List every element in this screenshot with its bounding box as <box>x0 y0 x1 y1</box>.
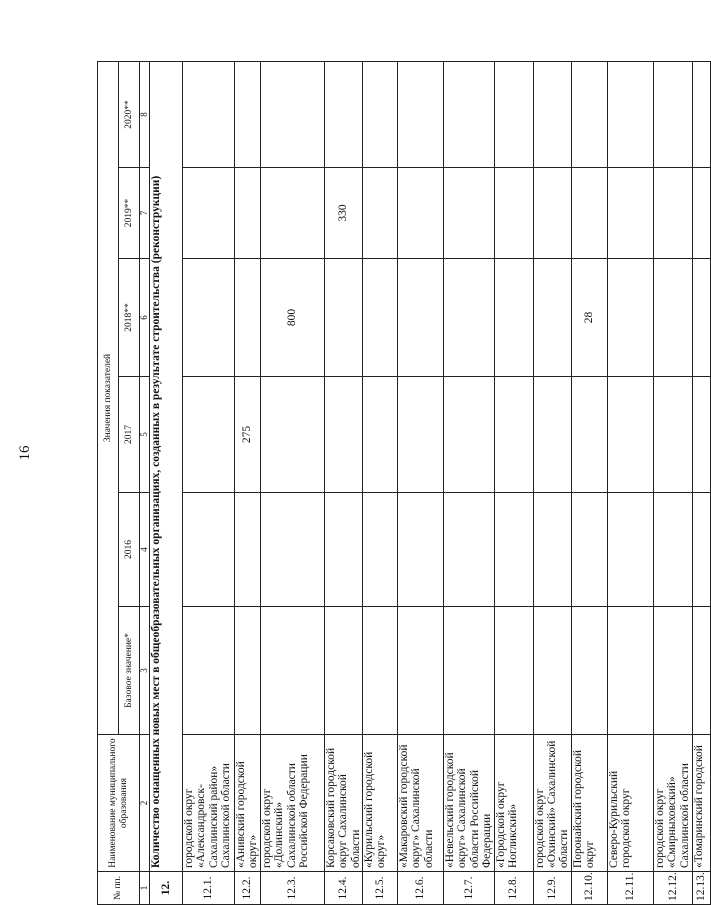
row-name: Северо-Курильский городской округ <box>607 735 653 872</box>
row-value-2018 <box>363 259 398 377</box>
row-base-value <box>444 607 495 735</box>
table-row <box>235 62 261 905</box>
row-value-2017 <box>607 377 653 493</box>
row-base-value <box>494 607 533 735</box>
colnum: 2 <box>140 735 150 872</box>
header-year-2018: 2018** <box>119 259 140 377</box>
table-row <box>363 62 398 905</box>
row-value-2020 <box>607 62 653 168</box>
row-name: Поронайский городской округ <box>571 735 607 872</box>
row-base-value <box>692 607 710 735</box>
row-number: 12.1. <box>183 872 235 905</box>
row-name: «Макаровский городской округ» Сахалинской области <box>398 735 444 872</box>
table-row <box>444 62 495 905</box>
row-number: 12.12. <box>653 872 692 905</box>
row-value-2019 <box>183 168 235 259</box>
row-base-value <box>363 607 398 735</box>
table-row <box>398 62 444 905</box>
row-number: 12.2. <box>235 872 261 905</box>
row-value-2020 <box>444 62 495 168</box>
row-value-2018 <box>444 259 495 377</box>
row-value-2019 <box>444 168 495 259</box>
row-base-value <box>260 607 324 735</box>
row-value-2018 <box>653 259 692 377</box>
row-value-2020 <box>324 62 362 168</box>
row-value-2017 <box>260 377 324 493</box>
row-value-2018 <box>494 259 533 377</box>
row-name: городской округ «Александровск-Сахалинский район» Сахалинской области <box>183 735 235 872</box>
table-row <box>260 62 324 905</box>
table-row <box>494 62 533 905</box>
row-value-2020 <box>653 62 692 168</box>
header-row-colnums <box>140 62 150 905</box>
rotated-table-container <box>97 62 708 905</box>
row-value-2017 <box>444 377 495 493</box>
row-value-2016 <box>533 493 571 607</box>
row-value-2018 <box>235 259 261 377</box>
row-number: 12.8. <box>494 872 533 905</box>
row-value-2020 <box>571 62 607 168</box>
colnum: 1 <box>140 872 150 905</box>
row-value-2019 <box>607 168 653 259</box>
row-value-2018 <box>692 259 710 377</box>
row-value-2017: 275 <box>235 377 261 493</box>
row-value-2016 <box>494 493 533 607</box>
colnum: 4 <box>140 493 150 607</box>
header-year-2020: 2020** <box>119 62 140 168</box>
row-number: 12.4. <box>324 872 362 905</box>
row-value-2020 <box>533 62 571 168</box>
row-value-2017 <box>363 377 398 493</box>
page-number: 16 <box>17 445 33 461</box>
row-value-2016 <box>607 493 653 607</box>
row-number: 12.7. <box>444 872 495 905</box>
row-value-2018 <box>607 259 653 377</box>
row-value-2016 <box>571 493 607 607</box>
header-name: Наименование муниципального образования <box>98 735 140 872</box>
header-num: № пп. <box>98 872 140 905</box>
row-name: «Невельский городской округ» Сахалинской области Российской Федерации <box>444 735 495 872</box>
row-value-2019: 330 <box>324 168 362 259</box>
table-row <box>692 62 710 905</box>
row-base-value <box>183 607 235 735</box>
row-value-2017 <box>324 377 362 493</box>
row-base-value <box>324 607 362 735</box>
row-value-2018 <box>533 259 571 377</box>
row-value-2016 <box>444 493 495 607</box>
row-value-2017 <box>533 377 571 493</box>
table-row <box>533 62 571 905</box>
row-value-2017 <box>571 377 607 493</box>
row-base-value <box>653 607 692 735</box>
row-value-2020 <box>235 62 261 168</box>
row-name: «Анивский городской округ» <box>235 735 261 872</box>
table-body <box>150 62 711 905</box>
row-base-value <box>533 607 571 735</box>
row-value-2017 <box>653 377 692 493</box>
table-row <box>653 62 692 905</box>
row-number: 12.13. <box>692 872 710 905</box>
row-value-2019 <box>533 168 571 259</box>
row-value-2020 <box>183 62 235 168</box>
row-value-2020 <box>260 62 324 168</box>
row-number: 12.9. <box>533 872 571 905</box>
section-title: Количество оснащенных новых мест в общеобразовательных организациях, созданных в результате строительства (реконструкции) <box>150 62 183 872</box>
colnum: 5 <box>140 377 150 493</box>
row-value-2016 <box>363 493 398 607</box>
header-year-2016: 2016 <box>119 493 140 607</box>
row-value-2020 <box>692 62 710 168</box>
row-value-2016 <box>398 493 444 607</box>
row-value-2018 <box>398 259 444 377</box>
row-name: городской округ «Смирныховский» Сахалинской области <box>653 735 692 872</box>
table-row <box>183 62 235 905</box>
row-value-2017 <box>494 377 533 493</box>
row-value-2020 <box>363 62 398 168</box>
row-value-2017 <box>692 377 710 493</box>
row-value-2019 <box>494 168 533 259</box>
row-base-value <box>571 607 607 735</box>
header-base: Базовое значение* <box>119 607 140 735</box>
colnum: 8 <box>140 62 150 168</box>
table-row <box>571 62 607 905</box>
row-value-2019 <box>653 168 692 259</box>
row-name: «Томаринский городской <box>692 735 710 872</box>
row-base-value <box>607 607 653 735</box>
colnum: 3 <box>140 607 150 735</box>
row-base-value <box>398 607 444 735</box>
row-value-2019 <box>692 168 710 259</box>
row-number: 12.6. <box>398 872 444 905</box>
table-viewport <box>97 62 708 905</box>
row-value-2020 <box>398 62 444 168</box>
row-value-2016 <box>653 493 692 607</box>
header-values-group: Значения показателей <box>98 62 119 735</box>
colnum: 6 <box>140 259 150 377</box>
row-value-2019 <box>260 168 324 259</box>
row-value-2016 <box>235 493 261 607</box>
row-value-2019 <box>363 168 398 259</box>
row-value-2016 <box>324 493 362 607</box>
row-value-2019 <box>398 168 444 259</box>
row-name: городской округ «Долинский» Сахалинской области Российской Федерации <box>260 735 324 872</box>
table-row <box>324 62 362 905</box>
table-row <box>607 62 653 905</box>
indicators-table <box>97 61 711 905</box>
header-year-2017: 2017 <box>119 377 140 493</box>
header-year-2019: 2019** <box>119 168 140 259</box>
colnum: 7 <box>140 168 150 259</box>
row-name: «Курильский городской округ» <box>363 735 398 872</box>
row-name: «Городской округ Ногликский» <box>494 735 533 872</box>
row-value-2016 <box>260 493 324 607</box>
row-value-2016 <box>183 493 235 607</box>
section-number: 12. <box>150 872 183 905</box>
row-value-2017 <box>183 377 235 493</box>
section-row <box>150 62 183 905</box>
row-value-2018 <box>183 259 235 377</box>
row-number: 12.3. <box>260 872 324 905</box>
row-base-value <box>235 607 261 735</box>
row-name: Корсаковский городской округ Сахалинской области <box>324 735 362 872</box>
row-value-2018: 28 <box>571 259 607 377</box>
row-value-2020 <box>494 62 533 168</box>
row-number: 12.11. <box>607 872 653 905</box>
row-value-2016 <box>692 493 710 607</box>
row-value-2017 <box>398 377 444 493</box>
row-value-2019 <box>235 168 261 259</box>
header-row-top <box>98 62 119 905</box>
row-name: городской округ «Охинский» Сахалинской области <box>533 735 571 872</box>
row-number: 12.5. <box>363 872 398 905</box>
row-value-2019 <box>571 168 607 259</box>
row-number: 12.10. <box>571 872 607 905</box>
row-value-2018: 800 <box>260 259 324 377</box>
row-value-2018 <box>324 259 362 377</box>
